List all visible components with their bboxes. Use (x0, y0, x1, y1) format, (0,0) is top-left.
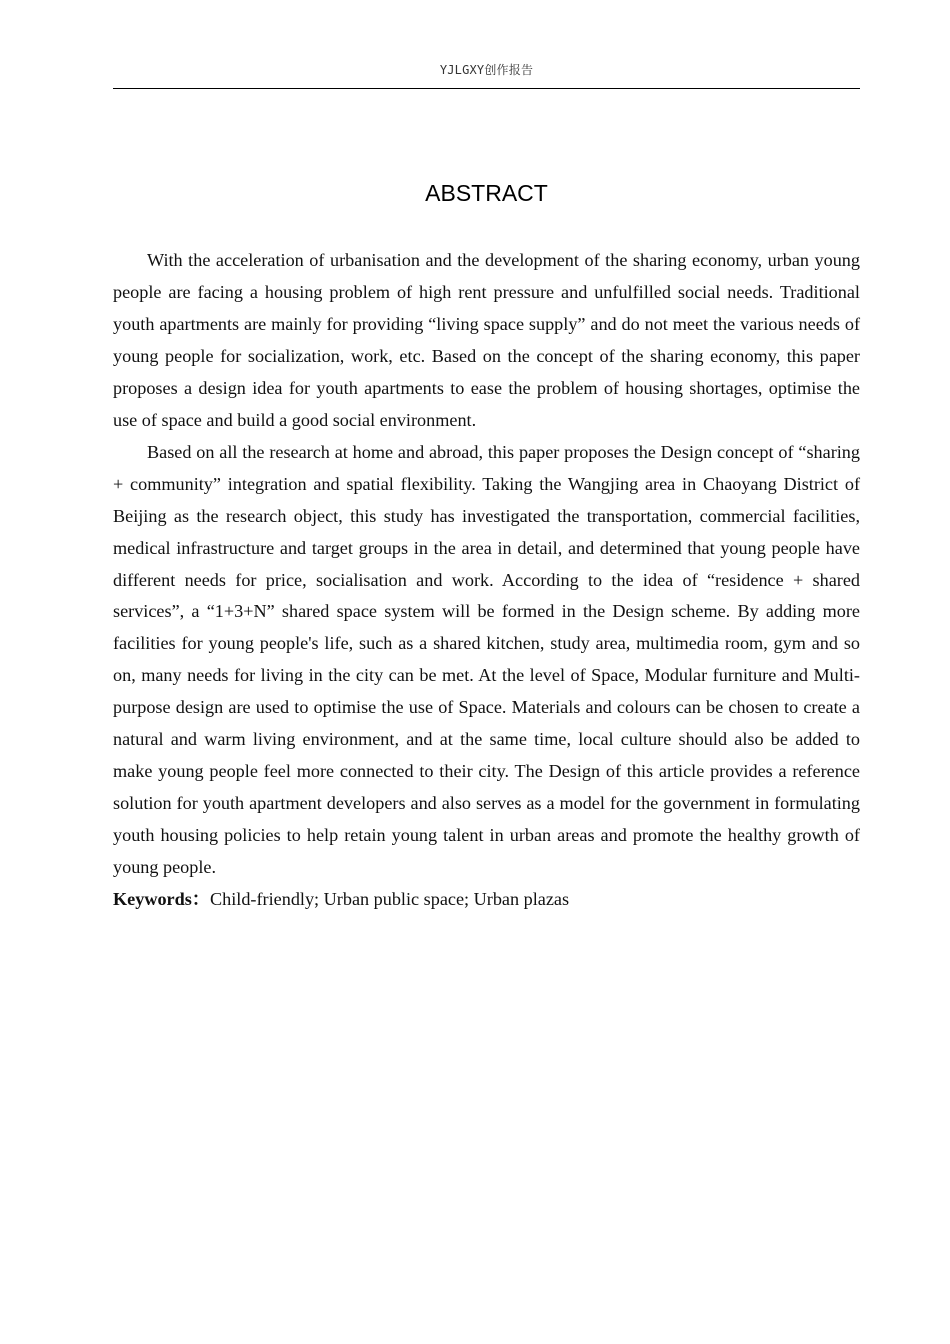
keywords-value: Child-friendly; Urban public space; Urban plazas (210, 889, 570, 910)
keywords-label: Keywords： (113, 889, 210, 910)
keywords-line (113, 884, 860, 916)
running-header: YJLGXY创作报告 (439, 63, 534, 77)
abstract-body (113, 245, 860, 916)
abstract-paragraph-1: With the acceleration of urbanisation and the development of the sharing economy, urban young people are facing a housing problem of high rent pressure and unfulfilled social needs. Traditional youth apartments are mainly for providing “living space supply” and do not meet the various needs of young people for socialization, work, etc. Based on the concept of the sharing economy, this paper proposes a design idea for youth apartments to ease the problem of housing shortages, optimise the use of space and build a good social environment. (113, 250, 860, 430)
abstract-title: ABSTRACT (425, 180, 548, 206)
abstract-paragraph-2: Based on all the research at home and abroad, this paper proposes the Design concept of “sharing + community” integration and spatial flexibility. Taking the Wangjing area in Chaoyang District of Beijing as the research object, this study has investigated the transportation, commercial facilities, medical infrastructure and target groups in the area in detail, and determined that young people have different needs for price, socialisation and work. According to the idea of “residence + shared services”, a “1+3+N” shared space system will be formed in the Design scheme. By adding more facilities for young people's life, such as a shared kitchen, study area, multimedia room, gym and so on, many needs for living in the city can be met. At the level of Space, Modular furniture and Multi-purpose design are used to optimise the use of Space. Materials and colours can be chosen to create a natural and warm living environment, and at the same time, local culture should also be added to make young people feel more connected to their city. The Design of this article provides a reference solution for youth apartment developers and also serves as a model for the government in formulating youth housing policies to help retain young talent in urban areas and promote the healthy growth of young people. (113, 441, 860, 878)
header-divider (113, 88, 860, 89)
